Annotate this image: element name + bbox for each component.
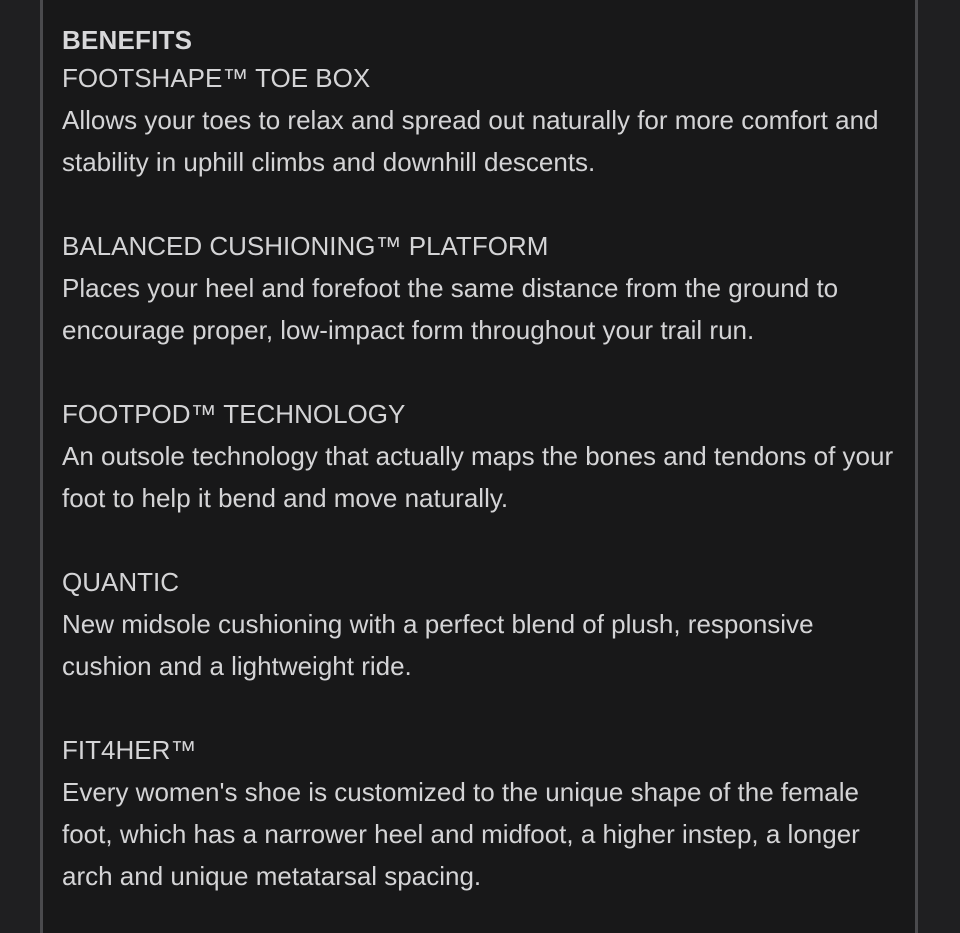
benefits-section (62, 23, 902, 897)
benefit-title: FIT4HER™ (62, 735, 197, 765)
benefit-title: FOOTPOD™ TECHNOLOGY (62, 399, 406, 429)
benefit-title: QUANTIC (62, 567, 179, 597)
benefit-item-balanced-cushioning (62, 225, 902, 351)
benefit-item-quantic (62, 561, 902, 687)
benefit-title: BALANCED CUSHIONING™ PLATFORM (62, 231, 549, 261)
benefit-description: Every women's shoe is customized to the unique shape of the female foot, which has a narrower heel and midfoot, a higher instep, a longer arch and unique metatarsal spacing. (62, 777, 860, 891)
benefit-item-footpod (62, 393, 902, 519)
benefit-item-fit4her (62, 729, 902, 897)
benefit-item-footshape (62, 57, 902, 183)
benefit-description: Places your heel and forefoot the same distance from the ground to encourage proper, low-impact form throughout your trail run. (62, 273, 839, 345)
right-background (918, 0, 960, 933)
benefit-description: An outsole technology that actually maps the bones and tendons of your foot to help it bend and move naturally. (62, 441, 894, 513)
benefit-title: FOOTSHAPE™ TOE BOX (62, 63, 371, 93)
description-panel (40, 0, 918, 933)
benefit-description: Allows your toes to relax and spread out naturally for more comfort and stability in uphill climbs and downhill descents. (62, 105, 879, 177)
section-heading: BENEFITS (62, 25, 193, 55)
left-background (0, 0, 40, 933)
benefit-description: New midsole cushioning with a perfect blend of plush, responsive cushion and a lightweight ride. (62, 609, 814, 681)
